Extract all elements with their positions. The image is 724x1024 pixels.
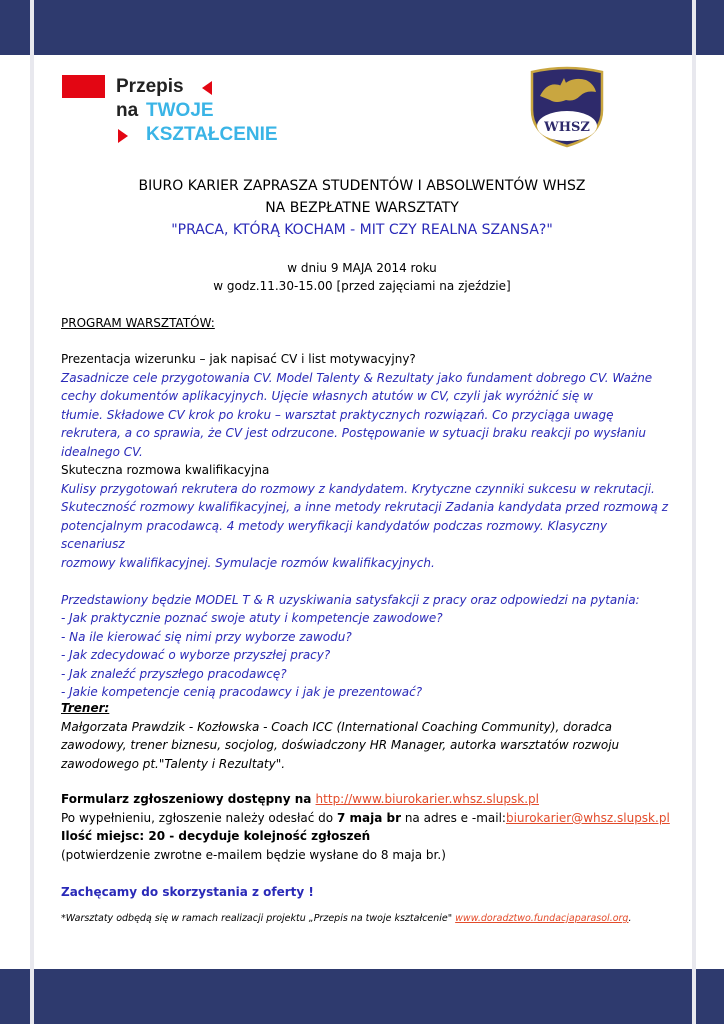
send-line: Po wypełnieniu, zgłoszenie należy odesłać do 7 maja br na adres e -mail:biurokarier@whsz.slupsk.pl bbox=[61, 810, 670, 825]
footnote-link[interactable]: www.doradztwo.fundacjaparasol.org bbox=[455, 913, 629, 924]
form-line: Formularz zgłoszeniowy dostępny na http://www.biurokarier.whsz.slupsk.pl bbox=[61, 792, 539, 806]
workshop-title: "PRACA, KTÓRĄ KOCHAM - MIT CZY REALNA SZANSA?" bbox=[171, 222, 553, 238]
bottom-banner bbox=[0, 969, 724, 1024]
footnote: *Warsztaty odbędą się w ramach realizacji projektu „Przepis na twoje kształcenie" www.doradztwo.fundacjaparasol.org. bbox=[61, 913, 632, 924]
form-link[interactable]: http://www.biurokarier.whsz.slupsk.pl bbox=[315, 792, 539, 806]
email-link[interactable]: biurokarier@whsz.slupsk.pl bbox=[505, 810, 670, 825]
program-heading: PROGRAM WARSZTATÓW: bbox=[61, 316, 215, 330]
header-line-2: NA BEZPŁATNE WARSZTATY bbox=[265, 200, 459, 216]
logo-word-na: na bbox=[116, 100, 139, 121]
logo-word-przepis: Przepis bbox=[116, 76, 184, 97]
przepis-logo bbox=[60, 73, 320, 153]
registration-section bbox=[61, 790, 671, 901]
logo-word-ksztalcenie: KSZTAŁCENIE bbox=[146, 124, 278, 145]
section-cv-body: Zasadnicze cele przygotowania CV. Model Talenty & Rezultaty jako fundament dobrego CV. Ważne cechy dokumentów aplikacyjnych. Ujęcie własnych atutów w CV, czyli jak wyróżnić się w tłumie. Składowe CV krok po kroku – warsztat praktycznych rozwiązań. Co przyciąga uwagę rekrutera, a co sprawia, że CV jest odrzucone. Postępowanie w sytuacji braku reakcji po wysłaniu idealnego CV. bbox=[61, 370, 653, 459]
section-cv bbox=[61, 350, 671, 702]
confirm-line: (potwierdzenie zwrotne e-mailem będzie wysłane do 8 maja br.) bbox=[61, 847, 446, 862]
event-time: w godz.11.30-15.00 [przed zajęciami na zjeździe] bbox=[213, 279, 511, 293]
whsz-crest-logo bbox=[528, 66, 606, 148]
section-interview-body: Kulisy przygotowań rekrutera do rozmowy z kandydatem. Krytyczne czynniki sukcesu w rekrutacji. Skuteczność rozmowy kwalifikacyjnej, a inne metody rekrutacji Zadania kandydata przed rozmową z potencjalnym pracodawcą. 4 metody weryfikacji kandydatów podczas rozmowy. Klasyczny scenariusz rozmowy kwalifikacyjnej. Symulacje rozmów kwalifikacyjnych. bbox=[61, 481, 669, 570]
top-banner bbox=[0, 0, 724, 55]
trainer-bio: Małgorzata Prawdzik - Kozłowska - Coach ICC (International Coaching Community), doradca zawodowy, trener biznesu, socjolog, doświadczony HR Manager, autorka warsztatów rozwoju zawodowego pt."Talenty i Rezultaty". bbox=[61, 719, 620, 771]
right-margin-line bbox=[692, 0, 696, 1024]
trainer-heading: Trener: bbox=[61, 701, 110, 715]
trainer-section bbox=[61, 699, 671, 773]
crest-text: WHSZ bbox=[544, 120, 590, 135]
event-date: w dniu 9 MAJA 2014 roku bbox=[287, 261, 437, 275]
header-line-1: BIURO KARIER ZAPRASZA STUDENTÓW I ABSOLWENTÓW WHSZ bbox=[138, 178, 586, 194]
logo-red-bar bbox=[62, 75, 105, 98]
section-interview-title: Skuteczna rozmowa kwalifikacyjna bbox=[61, 463, 270, 477]
encourage-line: Zachęcamy do skorzystania z oferty ! bbox=[61, 884, 314, 899]
logo-left-triangle-icon bbox=[202, 81, 212, 95]
seats-line: Ilość miejsc: 20 - decyduje kolejność zgłoszeń bbox=[61, 829, 371, 843]
section-cv-title: Prezentacja wizerunku – jak napisać CV i list motywacyjny? bbox=[61, 352, 416, 366]
model-questions: Przedstawiony będzie MODEL T & R uzyskiwania satysfakcji z pracy oraz odpowiedzi na pytania: - Jak praktycznie poznać swoje atuty i kompetencje zawodowe? - Na ile kierować się nimi przy wyborze zawodu? - Jak zdecydować o wyborze przyszłej pracy? - Jak znaleźć przyszłego pracodawcę? - Jakie kompetencje cenią pracodawcy i jak je prezentować? bbox=[61, 592, 640, 699]
logo-word-twoje: TWOJE bbox=[146, 100, 214, 121]
left-margin-line bbox=[30, 0, 34, 1024]
logo-right-triangle-icon bbox=[118, 129, 128, 143]
